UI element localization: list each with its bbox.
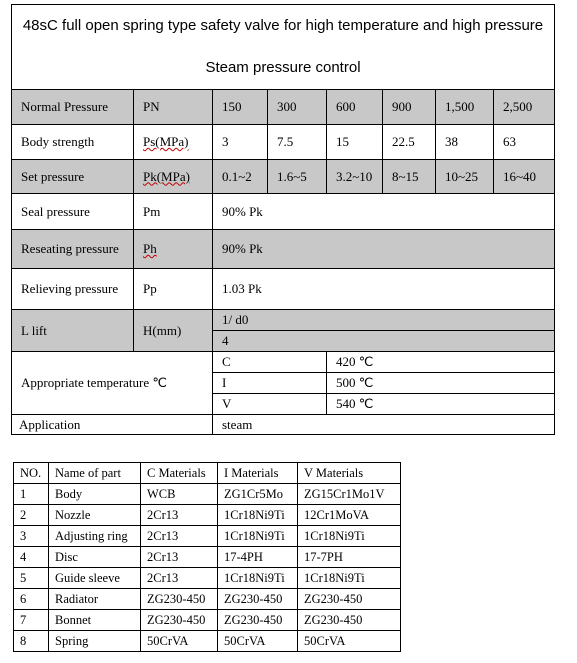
table-cell: Nozzle (49, 505, 141, 526)
table-cell: 900 (383, 90, 436, 125)
table-cell: 50CrVA (141, 631, 218, 652)
table-cell: ZG230-450 (141, 610, 218, 631)
table-cell: 7.5 (268, 125, 327, 160)
table-row (14, 505, 401, 526)
table-row (12, 310, 555, 331)
table-cell: 420 ℃ (327, 352, 555, 373)
row-symbol: PN (134, 90, 213, 125)
table-cell: I (213, 373, 327, 394)
table-cell: Adjusting ring (49, 526, 141, 547)
table-cell: ZG15Cr1Mo1V (298, 484, 401, 505)
table-cell: 3 (213, 125, 268, 160)
table-cell: 4 (213, 331, 555, 352)
table-cell: V (213, 394, 327, 415)
table-cell: ZG230-450 (298, 610, 401, 631)
table-cell: 1 (14, 484, 49, 505)
row-label: Application (12, 415, 213, 435)
table-cell: 1Cr18Ni9Ti (218, 505, 298, 526)
table-cell: 1Cr18Ni9Ti (298, 568, 401, 589)
row-symbol: H(mm) (134, 310, 213, 352)
header-row (14, 463, 401, 484)
table-cell: 5 (14, 568, 49, 589)
table-row (12, 269, 555, 310)
table-cell: WCB (141, 484, 218, 505)
column-header: V Materials (298, 463, 401, 484)
table-cell: 1Cr18Ni9Ti (218, 526, 298, 547)
row-label: Body strength (12, 125, 134, 160)
table-cell: 2,500 (494, 90, 555, 125)
column-header: NO. (14, 463, 49, 484)
table-row (14, 568, 401, 589)
table-cell: Disc (49, 547, 141, 568)
column-header: C Materials (141, 463, 218, 484)
table-row (12, 230, 555, 269)
row-label: Normal Pressure (12, 90, 134, 125)
row-symbol: Pp (134, 269, 213, 310)
table-cell: 540 ℃ (327, 394, 555, 415)
row-symbol: Ps(MPa) (134, 125, 213, 160)
column-header: Name of part (49, 463, 141, 484)
table-row (14, 484, 401, 505)
table-cell: Bonnet (49, 610, 141, 631)
table-cell: 1.6~5 (268, 160, 327, 194)
table-cell: 2Cr13 (141, 547, 218, 568)
table-cell: 38 (436, 125, 494, 160)
table-cell: 600 (327, 90, 383, 125)
table-title: 48sC full open spring type safety valve for high temperature and high pressure Steam pressure control (12, 5, 555, 90)
table-cell: ZG230-450 (218, 610, 298, 631)
table-row (14, 589, 401, 610)
table-cell: 0.1~2 (213, 160, 268, 194)
spec-table (11, 4, 555, 435)
table-cell: ZG230-450 (298, 589, 401, 610)
row-symbol: Pm (134, 194, 213, 230)
table-cell: ZG1Cr5Mo (218, 484, 298, 505)
row-symbol: Pk(MPa) (134, 160, 213, 194)
table-cell: steam (213, 415, 555, 435)
table-cell: Radiator (49, 589, 141, 610)
table-row (14, 610, 401, 631)
table-cell: 50CrVA (298, 631, 401, 652)
column-header: I Materials (218, 463, 298, 484)
table-row (12, 160, 555, 194)
table-cell: 22.5 (383, 125, 436, 160)
table-row (14, 631, 401, 652)
table-row (12, 415, 555, 435)
row-label: L lift (12, 310, 134, 352)
table-cell: 16~40 (494, 160, 555, 194)
table-cell: 2 (14, 505, 49, 526)
table-cell: Guide sleeve (49, 568, 141, 589)
table-cell: 1/ d0 (213, 310, 555, 331)
row-label: Seal pressure (12, 194, 134, 230)
table-cell: ZG230-450 (218, 589, 298, 610)
table-row (14, 526, 401, 547)
table-cell: Body (49, 484, 141, 505)
table-cell: 1Cr18Ni9Ti (298, 526, 401, 547)
table-cell: 12Cr1MoVA (298, 505, 401, 526)
table-cell: 1,500 (436, 90, 494, 125)
table-cell: 8 (14, 631, 49, 652)
table-cell: 17-7PH (298, 547, 401, 568)
table-cell: 2Cr13 (141, 526, 218, 547)
table-cell: 150 (213, 90, 268, 125)
table-cell: 3 (14, 526, 49, 547)
table-cell: C (213, 352, 327, 373)
table-row (12, 125, 555, 160)
table-cell: 1Cr18Ni9Ti (218, 568, 298, 589)
table-row (12, 194, 555, 230)
table-cell: 4 (14, 547, 49, 568)
table-cell: 500 ℃ (327, 373, 555, 394)
table-cell: 7 (14, 610, 49, 631)
row-label: Set pressure (12, 160, 134, 194)
table-cell: 1.03 Pk (213, 269, 555, 310)
row-label: Appropriate temperature ℃ (12, 352, 213, 415)
parts-table (13, 462, 401, 652)
row-label: Relieving pressure (12, 269, 134, 310)
table-cell: 15 (327, 125, 383, 160)
table-cell: 6 (14, 589, 49, 610)
table-cell: 17-4PH (218, 547, 298, 568)
table-cell: 90% Pk (213, 230, 555, 269)
table-row (12, 90, 555, 125)
table-cell: 10~25 (436, 160, 494, 194)
table-row (12, 352, 555, 373)
table-cell: 300 (268, 90, 327, 125)
table-cell: 90% Pk (213, 194, 555, 230)
table-cell: 8~15 (383, 160, 436, 194)
row-symbol: Ph (134, 230, 213, 269)
row-label: Reseating pressure (12, 230, 134, 269)
table-cell: ZG230-450 (141, 589, 218, 610)
table-cell: 50CrVA (218, 631, 298, 652)
table-cell: 2Cr13 (141, 568, 218, 589)
table-cell: 3.2~10 (327, 160, 383, 194)
table-row (14, 547, 401, 568)
table-cell: 63 (494, 125, 555, 160)
table-cell: Spring (49, 631, 141, 652)
table-cell: 2Cr13 (141, 505, 218, 526)
